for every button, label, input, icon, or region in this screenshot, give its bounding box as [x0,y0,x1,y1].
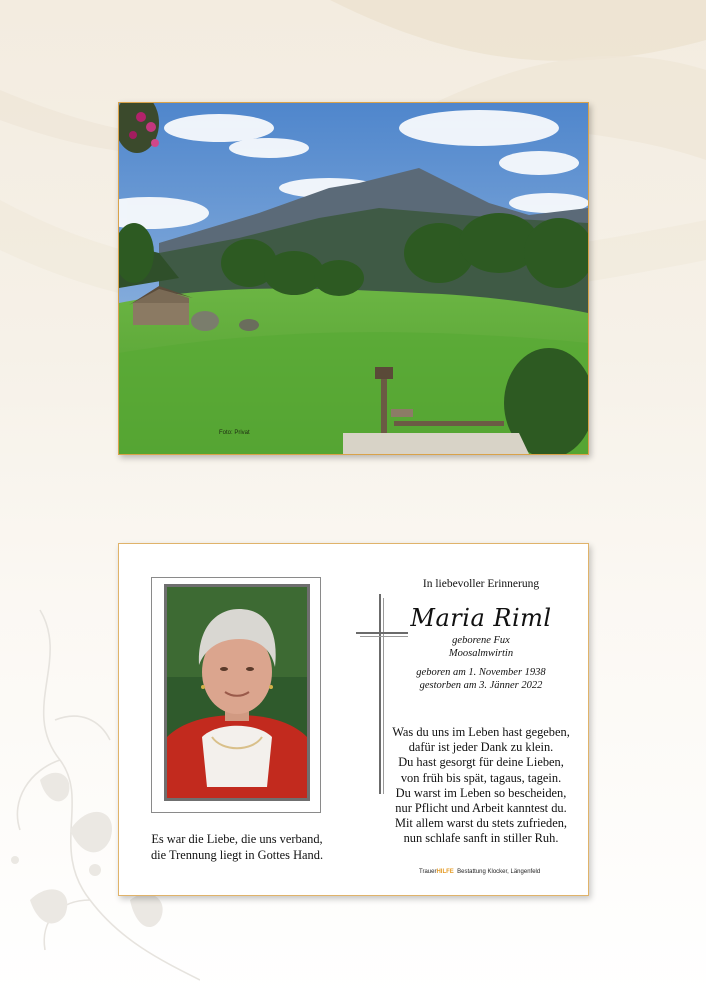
left-verse [119,831,355,863]
portrait-mat [164,584,310,801]
poem-line: Was du uns im Leben hast gegeben, [392,725,570,739]
left-verse-line: Es war die Liebe, die uns verband, [151,832,323,846]
poem-line: nun schlafe sanft in stiller Ruh. [403,831,559,846]
photo-credit: Foto: Privat [219,430,250,436]
poem-line: Du warst im Leben so bescheiden, [395,785,567,800]
mountain-landscape-image [119,103,588,454]
poem-line: nur Pflicht und Arbeit kanntest du. [395,801,567,816]
nickname: Moosalmwirtin [448,648,514,659]
left-verse-line: die Trennung liegt in Gottes Hand. [150,848,324,862]
poem-line: Du hast gesorgt für deine Lieben, [398,755,564,770]
portrait-photo [167,587,307,798]
funeral-home-footer [419,869,540,875]
poem-line: von früh bis spät, tagaus, tagein. [400,770,562,785]
deceased-name: Maria Riml [410,604,552,632]
death-date: gestorben am 3. Jänner 2022 [419,680,543,691]
landscape-photo [118,102,589,455]
company-name: Bestattung Klocker, Längenfeld [457,869,541,875]
obituary-text [381,574,581,692]
poem-line: Mit allem warst du stets zufrieden, [394,816,568,831]
brand-accent: HILFE [436,869,454,875]
birth-date: geboren am 1. November 1938 [416,667,546,678]
portrait-frame [151,577,321,813]
poem-line: dafür ist jeder Dank zu klein. [408,740,554,755]
memorial-header: In liebevoller Erinnerung [422,578,540,590]
brand-prefix: Trauer [419,869,437,875]
birth-name: geborene Fux [452,635,510,646]
memorial-card [118,543,589,896]
memorial-poem [381,725,581,847]
